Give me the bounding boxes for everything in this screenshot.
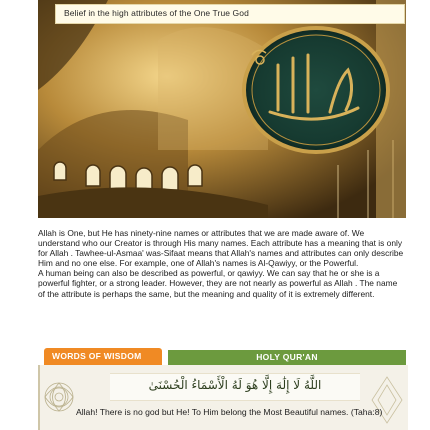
- holy-quran-tab: [168, 350, 406, 365]
- floral-ornament-icon: [42, 367, 76, 427]
- paragraph-1: Allah is One, but He has ninety-nine names or attributes that we are made aware of. We understand who our Creator is through His many names. Each attribute has a meaning that is only for Allah . Tawhee-ul-Asmaa' was-Sifaat means that Allah's names and attributes can only describe Him and no one else. For example, one of Allah's names is Al-Qawiyy, or the Powerful.: [38, 228, 404, 269]
- words-of-wisdom-tab: [44, 348, 162, 365]
- leaf-ornament-icon: [370, 375, 404, 425]
- paragraph-2: A human being can also be described as powerful, or qawiyy. We can say that he or she is a powerful fighter, or a strong leader. However, they are not nearly as powerful as Allah . The name of the attribute is perhaps the same, but the meaning and quality of it is extremely different.: [38, 268, 398, 299]
- wisdom-content: [38, 365, 408, 430]
- arabic-verse: اللَّهُ لَا إِلَٰهَ إِلَّا هُوَ لَهُ الْأَسْمَاءُ الْحُسْنَىٰ: [148, 378, 322, 392]
- words-of-wisdom-box: [38, 348, 406, 430]
- holy-quran-label: HOLY QUR'AN: [256, 352, 318, 362]
- caption-banner: [55, 4, 405, 24]
- photo-caption: Belief in the high attributes of the One True God: [64, 8, 249, 18]
- body-text: [38, 228, 406, 299]
- mosque-interior-photo: [38, 0, 406, 218]
- verse-translation: Allah! There is no god but He! To Him belong the Most Beautiful names. (Taha:8): [76, 407, 383, 417]
- words-of-wisdom-label: WORDS OF WISDOM: [52, 351, 142, 361]
- arabic-verse-band: [110, 373, 360, 401]
